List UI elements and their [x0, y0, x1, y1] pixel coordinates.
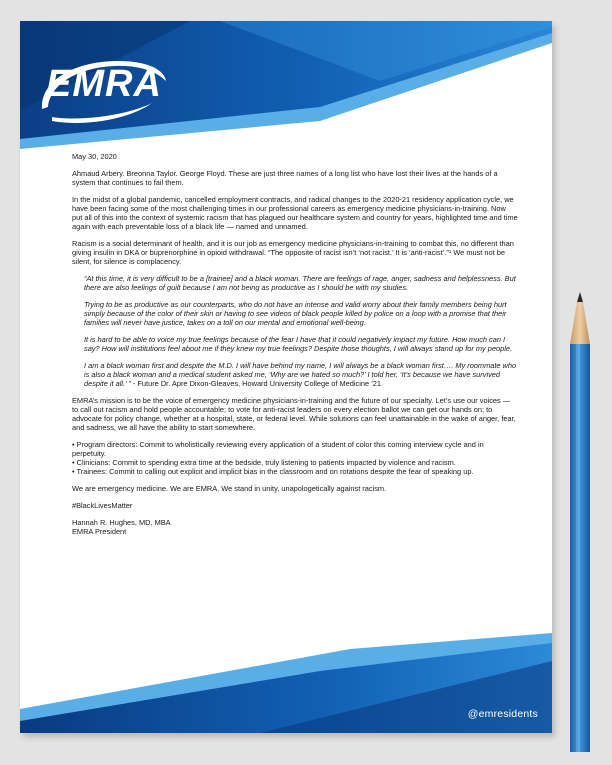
quote-paragraph-1: “At this time, it is very difficult to be a [trainee] and a black woman. There are feelings of rage, anger, sadness and helplessness. But there are also feelings of guilt because I am not being as productive as I should be with my studies. [84, 274, 516, 292]
emra-logo [34, 47, 168, 131]
signature-name: Hannah R. Hughes, MD, MBA [72, 518, 171, 527]
signature-title: EMRA President [72, 527, 127, 536]
commitments-list [72, 440, 518, 476]
social-handle: @emresidents [467, 708, 538, 720]
signature-block [72, 518, 518, 536]
quote-paragraph-4 [72, 361, 518, 388]
list-item: • Trainees: Commit to calling out explicit and implicit bias in the classroom and on rotations despite the fear of speaking up. [72, 467, 474, 476]
letter-body [72, 152, 518, 536]
quote-attribution: - Future Dr. Apre Dixon-Gleaves, Howard University College of Medicine ’21 [130, 379, 381, 388]
letter-date: May 30, 2020 [72, 152, 117, 161]
mission-paragraph: EMRA’s mission is to be the voice of emergency medicine physicians-in-training and the future of our specialty. Let’s use our voices — to call out racism and hold people accountable; to vote for anti-racist leaders on every election ballot we can get our hands on; to advocate for policy change, whether at a hospital, state, or federal level. While solutions can feel unattainable in the wake of anger, fear, and sadness, we all have the ability to start somewhere. [72, 396, 516, 432]
hashtag: #BlackLivesMatter [72, 501, 133, 510]
letter-page [20, 21, 552, 733]
list-item: • Clinicians: Commit to spending extra time at the bedside, truly listening to patients impacted by violence and racism. [72, 458, 456, 467]
quote-paragraph-2: Trying to be as productive as our counterparts, who do not have an intense and valid worry about their family members being hurt simply because of the color of their skin or having to see videos of black people killed by police on a loop with a promise that their families will never have justice, takes on a toll on our mental and emotional well-being. [84, 300, 507, 327]
quote-4-text: I am a black woman first and despite the M.D. I will have behind my name, I will always be a black woman first…. My roommate who is also a black woman and a medical student asked me, ‘Why are we hated so much?’ I told her, ‘It’s because we have survived despite it all.’ ” [84, 361, 517, 388]
intro-paragraph: Ahmaud Arbery. Breonna Taylor. George Floyd. These are just three names of a long list who have lost their lives at the hands of a system that continues to fail them. [72, 169, 498, 187]
quote-paragraph-3: It is hard to be able to voice my true feelings because of the fear I have that it could negatively impact my future. How much can I say? How will institutions feel about me if they knew my true feelings? Despite those thoughts, I will always stand up for my people. [84, 335, 513, 353]
racism-paragraph: Racism is a social determinant of health, and it is our job as emergency medicine physicians-in-training to combat this, no different than giving insulin in DKA or buprenorphine in opioid withdrawal. “The opposite of racist isn’t ‘not racist.’ It is ‘anti-racist’.”¹ We must not be silent, for silence is complacency. [72, 239, 514, 266]
context-paragraph: In the midst of a global pandemic, cancelled employment contracts, and radical changes to the 2020-21 residency application cycle, we have been facing some of the most challenging times in our professional careers as emergency medicine physicians-in-training. Now put all of this into the context of systemic racism that has plagued our healthcare system and country for years, highlighted time and time again with each preventable loss of a black life — named and unnamed. [72, 195, 518, 231]
list-item: • Program directors: Commit to wholistically reviewing every application of a student of color this coming interview cycle and in perpetuity. [72, 440, 484, 458]
closing-paragraph: We are emergency medicine. We are EMRA. We stand in unity, unapologetically against racism. [72, 484, 387, 493]
logo-text: EMRA [46, 63, 162, 105]
pencil-icon [567, 292, 593, 752]
